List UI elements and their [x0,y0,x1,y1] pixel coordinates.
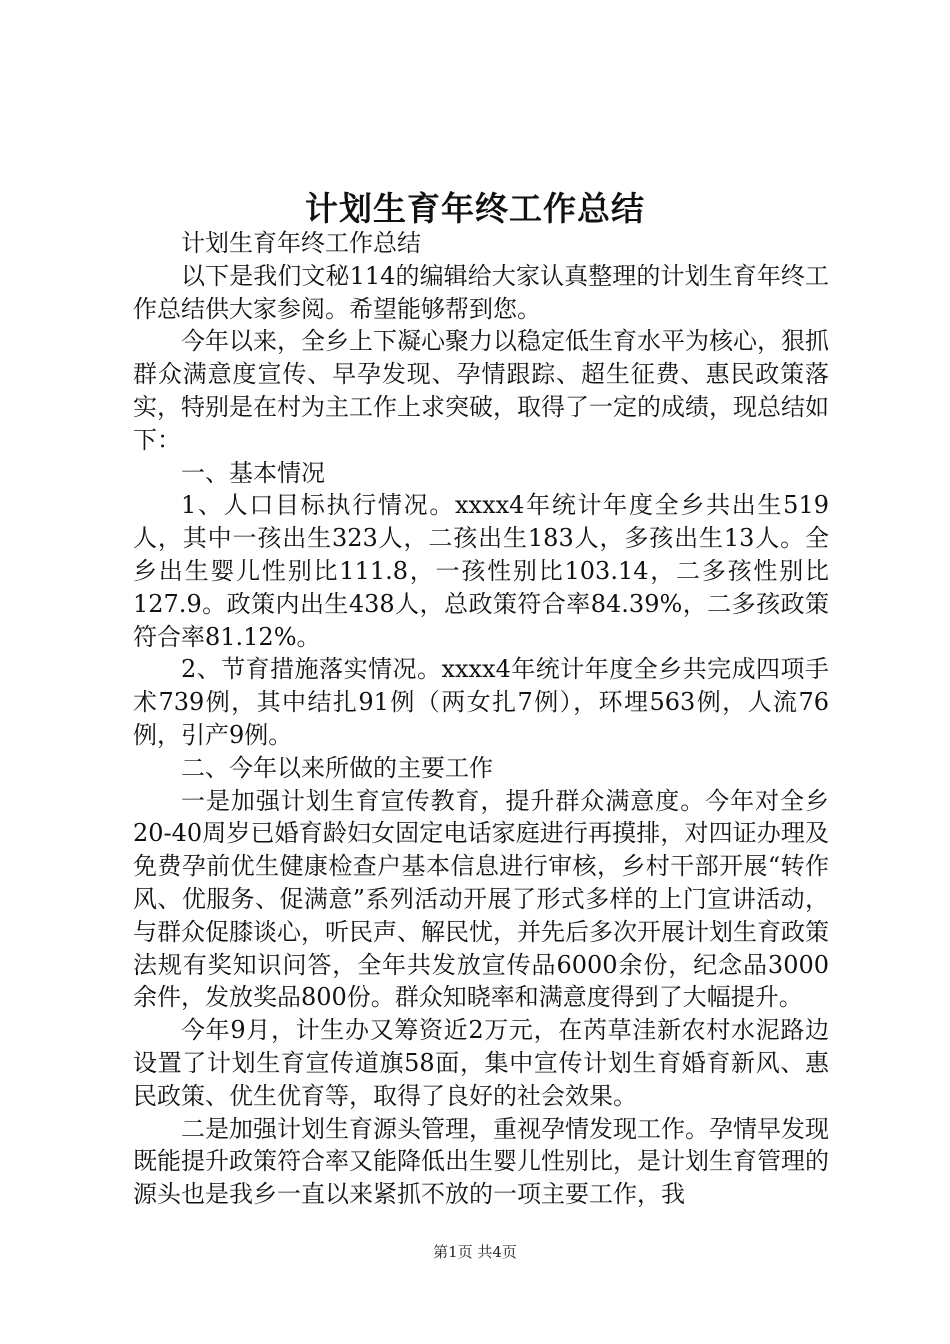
section-heading-basic: 一、基本情况 [181,458,325,487]
body-subtitle: 计划生育年终工作总结 [181,229,421,257]
publicity-paragraph: 一是加强计划生育宣传教育，提升群众满意度。今年对全乡20-40周岁已婚育龄妇女固定电话家庭进行再摸排，对四证办理及免费孕前优生健康检查户基本信息进行审核，乡村干部开展“转作风、优服务、促满意”系列活动开展了形式多样的上门宣讲活动，与群众促膝谈心，听民声、解民忧，并先后多次开展计划生育政策法规有奖知识问答，全年共发放宣传品6000余份，纪念品3000余件，发放奖品800份。群众知晓率和满意度得到了大幅提升。 [133,786,829,1012]
flags-paragraph: 今年9月，计生办又筹资近2万元，在芮草洼新农村水泥路边设置了计划生育宣传道旗58面，集中宣传计划生育婚育新风、惠民政策、优生优育等，取得了良好的社会效果。 [133,1016,829,1110]
source-management-paragraph: 二是加强计划生育源头管理，重视孕情发现工作。孕情早发现既能提升政策符合率又能降低出生婴儿性别比，是计划生育管理的源头也是我乡一直以来紧抓不放的一项主要工作，我 [133,1114,829,1209]
summary-paragraph: 今年以来，全乡上下凝心聚力以稳定低生育水平为核心，狠抓群众满意度宣传、早孕发现、孕情跟踪、超生征费、惠民政策落实，特别是在村为主工作上求突破，取得了一定的成绩，现总结如下： [133,327,829,454]
intro-paragraph: 以下是我们文秘114的编辑给大家认真整理的计划生育年终工作总结供大家参阅。希望能够帮到您。 [133,261,829,323]
section-heading-work: 二、今年以来所做的主要工作 [181,753,493,782]
contraception-paragraph: 2、节育措施落实情况。xxxx4年统计年度全乡共完成四项手术739例，其中结扎91例（两女扎7例），环埋563例，人流76例，引产9例。 [133,655,829,749]
document-body [133,227,829,1211]
document-title: 计划生育年终工作总结 [305,189,645,228]
page-number-footer: 第1页 共4页 [433,1243,517,1261]
population-paragraph: 1、人口目标执行情况。xxxx4年统计年度全乡共出生519人，其中一孩出生323人，二孩出生183人，多孩出生13人。全乡出生婴儿性别比111.8，一孩性别比103.14，二多孩性别比127.9。政策内出生438人，总政策符合率84.39%，二多孩政策符合率81.12%。 [133,491,829,651]
